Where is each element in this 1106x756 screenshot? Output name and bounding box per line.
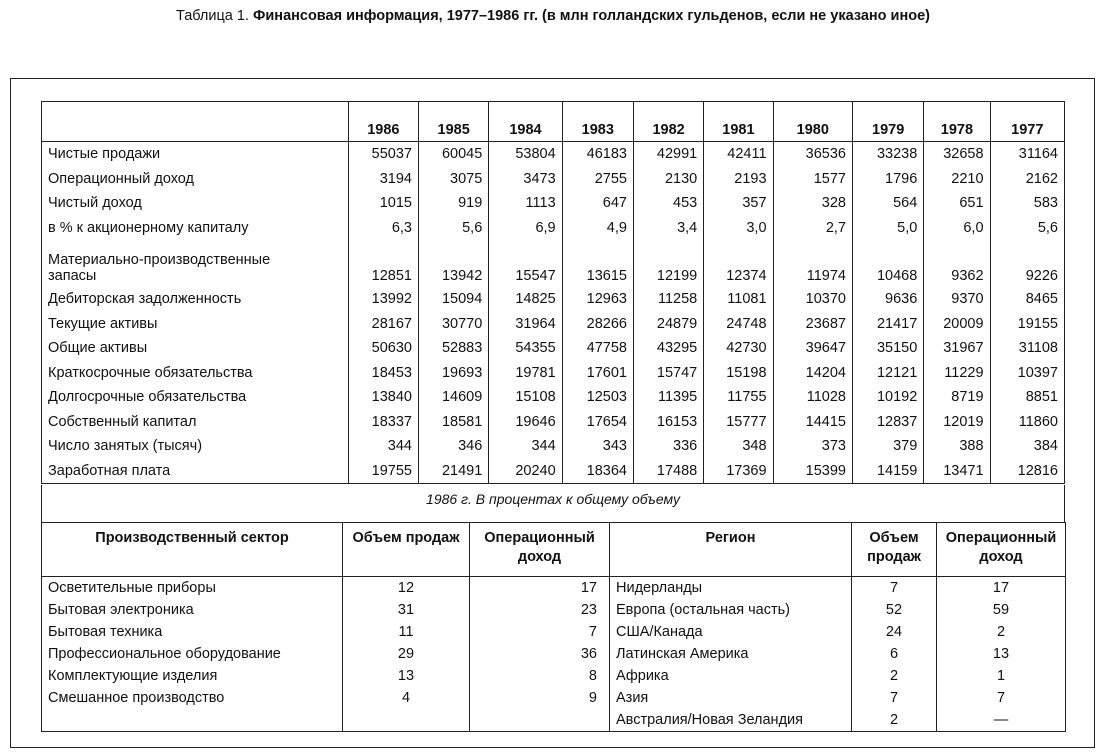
- sector-region-table: [41, 522, 1066, 732]
- value-cell: 2210: [924, 167, 990, 192]
- value-cell: 19755: [348, 459, 418, 484]
- value-cell: 344: [348, 434, 418, 459]
- value-cell: 11755: [704, 385, 773, 410]
- sector-header-row: [42, 523, 1066, 577]
- table-row: [42, 167, 1065, 192]
- region-income: 7: [937, 687, 1066, 709]
- value-cell: 12816: [990, 459, 1064, 484]
- region-sales: 6: [852, 643, 937, 665]
- year-header: 1986: [348, 102, 418, 142]
- value-cell: 15777: [704, 410, 773, 435]
- sector-sales: 13: [343, 665, 470, 687]
- row-label: Долгосрочные обязательства: [42, 385, 349, 410]
- value-cell: 19646: [489, 410, 562, 435]
- value-cell: 18453: [348, 361, 418, 386]
- value-cell: 12851: [348, 240, 418, 287]
- value-cell: 36536: [773, 142, 852, 167]
- table-row: [42, 287, 1065, 312]
- value-cell: 21491: [418, 459, 488, 484]
- value-cell: 43295: [633, 336, 703, 361]
- value-cell: 5,6: [418, 216, 488, 241]
- sector-row: [42, 621, 1066, 643]
- value-cell: 10370: [773, 287, 852, 312]
- sector-sales: 11: [343, 621, 470, 643]
- row-label-line2: запасы: [48, 268, 97, 284]
- value-cell: 11028: [773, 385, 852, 410]
- sector-sales: 29: [343, 643, 470, 665]
- value-cell: 15399: [773, 459, 852, 484]
- row-label: Число занятых (тысяч): [42, 434, 349, 459]
- value-cell: 19693: [418, 361, 488, 386]
- sector-income: 8: [470, 665, 610, 687]
- region-name: США/Канада: [610, 621, 852, 643]
- value-cell: 4,9: [562, 216, 633, 241]
- sector-row: [42, 643, 1066, 665]
- value-cell: 42411: [704, 142, 773, 167]
- sector-name: Бытовая техника: [42, 621, 343, 643]
- region-sales: 2: [852, 665, 937, 687]
- value-cell: 343: [562, 434, 633, 459]
- value-cell: 3194: [348, 167, 418, 192]
- value-cell: 35150: [853, 336, 924, 361]
- region-sales-header: Объем продаж: [852, 523, 937, 577]
- row-label: Собственный капитал: [42, 410, 349, 435]
- table-row: [42, 459, 1065, 484]
- value-cell: 15198: [704, 361, 773, 386]
- value-cell: 31164: [990, 142, 1064, 167]
- value-cell: 6,9: [489, 216, 562, 241]
- value-cell: 11258: [633, 287, 703, 312]
- region-sales: 2: [852, 709, 937, 732]
- year-header: 1979: [853, 102, 924, 142]
- value-cell: 2,7: [773, 216, 852, 241]
- sector-income: 36: [470, 643, 610, 665]
- value-cell: 5,6: [990, 216, 1064, 241]
- table-row: [42, 216, 1065, 241]
- sector-row: [42, 599, 1066, 621]
- region-name: Африка: [610, 665, 852, 687]
- value-cell: 28167: [348, 312, 418, 337]
- value-cell: 10192: [853, 385, 924, 410]
- region-name: Латинская Америка: [610, 643, 852, 665]
- value-cell: 11974: [773, 240, 852, 287]
- sector-income: 17: [470, 577, 610, 600]
- table-row: [42, 410, 1065, 435]
- sector-income: 23: [470, 599, 610, 621]
- sector-row: [42, 709, 1066, 732]
- value-cell: 28266: [562, 312, 633, 337]
- value-cell: 18364: [562, 459, 633, 484]
- value-cell: 12374: [704, 240, 773, 287]
- value-cell: 17369: [704, 459, 773, 484]
- value-cell: 2755: [562, 167, 633, 192]
- caption-title: Финансовая информация, 1977–1986 гг. (в млн голландских гульденов, если не указано иное): [253, 8, 930, 24]
- value-cell: 328: [773, 191, 852, 216]
- sector-header: Производственный сектор: [42, 523, 343, 577]
- value-cell: 31108: [990, 336, 1064, 361]
- value-cell: 11081: [704, 287, 773, 312]
- region-sales: 7: [852, 687, 937, 709]
- value-cell: 13942: [418, 240, 488, 287]
- value-cell: 11860: [990, 410, 1064, 435]
- value-cell: 31964: [489, 312, 562, 337]
- sector-row: [42, 665, 1066, 687]
- value-cell: 9636: [853, 287, 924, 312]
- table-row: [42, 385, 1065, 410]
- value-cell: 13840: [348, 385, 418, 410]
- value-cell: 379: [853, 434, 924, 459]
- value-cell: 9362: [924, 240, 990, 287]
- region-income: —: [937, 709, 1066, 732]
- value-cell: 18581: [418, 410, 488, 435]
- value-cell: 15547: [489, 240, 562, 287]
- percent-heading: 1986 г. В процентах к общему объему: [41, 485, 1065, 522]
- value-cell: 15094: [418, 287, 488, 312]
- year-header: 1977: [990, 102, 1064, 142]
- sector-row: [42, 687, 1066, 709]
- value-cell: 344: [489, 434, 562, 459]
- year-header: 1985: [418, 102, 488, 142]
- value-cell: 357: [704, 191, 773, 216]
- value-cell: 384: [990, 434, 1064, 459]
- region-income: 1: [937, 665, 1066, 687]
- table-row: [42, 336, 1065, 361]
- value-cell: 9226: [990, 240, 1064, 287]
- value-cell: 50630: [348, 336, 418, 361]
- table-row: [42, 361, 1065, 386]
- value-cell: 453: [633, 191, 703, 216]
- value-cell: 2130: [633, 167, 703, 192]
- value-cell: 10397: [990, 361, 1064, 386]
- value-cell: 46183: [562, 142, 633, 167]
- value-cell: 8851: [990, 385, 1064, 410]
- value-cell: 564: [853, 191, 924, 216]
- value-cell: 53804: [489, 142, 562, 167]
- value-cell: 31967: [924, 336, 990, 361]
- row-label: Заработная плата: [42, 459, 349, 484]
- table-row: [42, 434, 1065, 459]
- value-cell: 13615: [562, 240, 633, 287]
- row-label: [42, 240, 349, 287]
- value-cell: 42991: [633, 142, 703, 167]
- value-cell: 15747: [633, 361, 703, 386]
- year-header: 1981: [704, 102, 773, 142]
- value-cell: 12503: [562, 385, 633, 410]
- value-cell: 2193: [704, 167, 773, 192]
- value-cell: 20240: [489, 459, 562, 484]
- year-header: 1982: [633, 102, 703, 142]
- value-cell: 14204: [773, 361, 852, 386]
- value-cell: 24748: [704, 312, 773, 337]
- value-cell: 11229: [924, 361, 990, 386]
- region-income: 59: [937, 599, 1066, 621]
- region-name: Нидерланды: [610, 577, 852, 600]
- value-cell: 12019: [924, 410, 990, 435]
- value-cell: 2162: [990, 167, 1064, 192]
- value-cell: 583: [990, 191, 1064, 216]
- region-sales: 52: [852, 599, 937, 621]
- table-row: [42, 142, 1065, 167]
- value-cell: 14159: [853, 459, 924, 484]
- region-header: Регион: [610, 523, 852, 577]
- row-label: в % к акционерному капиталу: [42, 216, 349, 241]
- value-cell: 1577: [773, 167, 852, 192]
- value-cell: 12963: [562, 287, 633, 312]
- table-row: [42, 240, 1065, 287]
- sector-row: [42, 577, 1066, 600]
- row-label: Текущие активы: [42, 312, 349, 337]
- value-cell: 24879: [633, 312, 703, 337]
- sector-income: [470, 709, 610, 732]
- row-label: Дебиторская задолженность: [42, 287, 349, 312]
- value-cell: 651: [924, 191, 990, 216]
- region-income: 13: [937, 643, 1066, 665]
- value-cell: 3473: [489, 167, 562, 192]
- header-row: [42, 102, 1065, 142]
- value-cell: 3,0: [704, 216, 773, 241]
- value-cell: 15108: [489, 385, 562, 410]
- row-label-line1: Материально-производственные: [48, 252, 271, 268]
- value-cell: 16153: [633, 410, 703, 435]
- region-name: Азия: [610, 687, 852, 709]
- value-cell: 19781: [489, 361, 562, 386]
- sector-sales: 4: [343, 687, 470, 709]
- value-cell: 3,4: [633, 216, 703, 241]
- value-cell: 54355: [489, 336, 562, 361]
- value-cell: 919: [418, 191, 488, 216]
- value-cell: 55037: [348, 142, 418, 167]
- value-cell: 12199: [633, 240, 703, 287]
- sales-header: Объем продаж: [343, 523, 470, 577]
- region-income: 2: [937, 621, 1066, 643]
- value-cell: 13471: [924, 459, 990, 484]
- sector-name: Осветительные приборы: [42, 577, 343, 600]
- value-cell: 10468: [853, 240, 924, 287]
- value-cell: 336: [633, 434, 703, 459]
- value-cell: 23687: [773, 312, 852, 337]
- value-cell: 1015: [348, 191, 418, 216]
- value-cell: 11395: [633, 385, 703, 410]
- value-cell: 348: [704, 434, 773, 459]
- value-cell: 6,3: [348, 216, 418, 241]
- sector-name: Бытовая электроника: [42, 599, 343, 621]
- value-cell: 30770: [418, 312, 488, 337]
- year-header: 1984: [489, 102, 562, 142]
- value-cell: 647: [562, 191, 633, 216]
- table-row: [42, 191, 1065, 216]
- value-cell: 14609: [418, 385, 488, 410]
- value-cell: 42730: [704, 336, 773, 361]
- row-label: Чистые продажи: [42, 142, 349, 167]
- value-cell: 14825: [489, 287, 562, 312]
- header-blank-cell: [42, 102, 349, 142]
- value-cell: 20009: [924, 312, 990, 337]
- value-cell: 18337: [348, 410, 418, 435]
- row-label: Чистый доход: [42, 191, 349, 216]
- year-header: 1980: [773, 102, 852, 142]
- value-cell: 52883: [418, 336, 488, 361]
- year-header: 1983: [562, 102, 633, 142]
- sector-sales: 31: [343, 599, 470, 621]
- region-income-header: Операционный доход: [937, 523, 1066, 577]
- table-row: [42, 312, 1065, 337]
- value-cell: 17601: [562, 361, 633, 386]
- sector-sales: [343, 709, 470, 732]
- value-cell: 9370: [924, 287, 990, 312]
- sector-name: Профессиональное оборудование: [42, 643, 343, 665]
- value-cell: 47758: [562, 336, 633, 361]
- value-cell: 6,0: [924, 216, 990, 241]
- region-income: 17: [937, 577, 1066, 600]
- year-header: 1978: [924, 102, 990, 142]
- caption-prefix: Таблица 1.: [176, 8, 254, 24]
- region-name: Австралия/Новая Зеландия: [610, 709, 852, 732]
- sector-name: Смешанное производство: [42, 687, 343, 709]
- region-sales: 24: [852, 621, 937, 643]
- value-cell: 12121: [853, 361, 924, 386]
- value-cell: 12837: [853, 410, 924, 435]
- value-cell: 5,0: [853, 216, 924, 241]
- value-cell: 3075: [418, 167, 488, 192]
- region-name: Европа (остальная часть): [610, 599, 852, 621]
- row-label: Краткосрочные обязательства: [42, 361, 349, 386]
- value-cell: 1796: [853, 167, 924, 192]
- region-sales: 7: [852, 577, 937, 600]
- value-cell: 13992: [348, 287, 418, 312]
- value-cell: 1113: [489, 191, 562, 216]
- income-header: Операционный доход: [470, 523, 610, 577]
- sector-sales: 12: [343, 577, 470, 600]
- value-cell: 388: [924, 434, 990, 459]
- value-cell: 8465: [990, 287, 1064, 312]
- table-caption: [0, 8, 1106, 24]
- value-cell: 17488: [633, 459, 703, 484]
- sector-income: 7: [470, 621, 610, 643]
- value-cell: 60045: [418, 142, 488, 167]
- value-cell: 373: [773, 434, 852, 459]
- row-label: Операционный доход: [42, 167, 349, 192]
- value-cell: 39647: [773, 336, 852, 361]
- financial-table: [41, 101, 1065, 484]
- sector-name: [42, 709, 343, 732]
- row-label: Общие активы: [42, 336, 349, 361]
- value-cell: 17654: [562, 410, 633, 435]
- value-cell: 19155: [990, 312, 1064, 337]
- value-cell: 14415: [773, 410, 852, 435]
- sector-income: 9: [470, 687, 610, 709]
- value-cell: 32658: [924, 142, 990, 167]
- value-cell: 33238: [853, 142, 924, 167]
- value-cell: 8719: [924, 385, 990, 410]
- value-cell: 21417: [853, 312, 924, 337]
- value-cell: 346: [418, 434, 488, 459]
- sector-name: Комплектующие изделия: [42, 665, 343, 687]
